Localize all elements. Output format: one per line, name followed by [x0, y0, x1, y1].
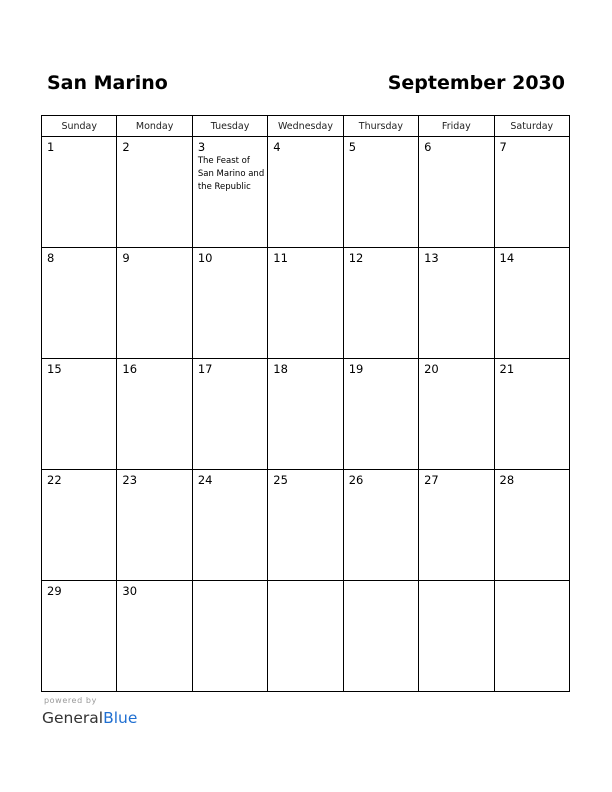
day-number: 14 — [499, 251, 515, 265]
day-cell — [494, 248, 569, 359]
day-cell — [494, 359, 569, 470]
day-cell — [42, 359, 117, 470]
day-number: 8 — [47, 251, 55, 265]
day-cell — [117, 470, 192, 581]
week-row — [42, 137, 570, 248]
holiday-label — [344, 154, 418, 155]
day-cell — [343, 581, 418, 692]
day-number: 10 — [197, 251, 213, 265]
holiday-label — [117, 376, 191, 377]
day-cell — [192, 248, 267, 359]
day-cell — [42, 137, 117, 248]
weekday-header-row — [42, 116, 570, 137]
holiday-label — [268, 154, 342, 155]
weekday-header-tuesday: Tuesday — [192, 116, 267, 137]
day-cell — [192, 581, 267, 692]
holiday-label — [344, 376, 418, 377]
day-cell — [419, 581, 494, 692]
day-number: 23 — [122, 473, 138, 487]
week-row — [42, 248, 570, 359]
day-number: 5 — [348, 140, 357, 154]
holiday-label — [117, 487, 191, 488]
holiday-label — [42, 265, 116, 266]
logo-text-blue: Blue — [103, 709, 138, 727]
day-number: 20 — [424, 362, 439, 376]
holiday-label — [42, 598, 116, 599]
week-row — [42, 359, 570, 470]
day-cell — [343, 137, 418, 248]
week-row — [42, 581, 570, 692]
day-cell — [268, 581, 343, 692]
day-cell — [419, 470, 494, 581]
month-year-title: September 2030 — [387, 72, 565, 94]
holiday-label — [419, 487, 493, 488]
day-number: 21 — [499, 362, 515, 376]
day-cell — [268, 470, 343, 581]
holiday-label — [495, 265, 569, 266]
weekday-header-friday: Friday — [419, 116, 494, 137]
day-cell — [268, 359, 343, 470]
day-number: 19 — [348, 362, 364, 376]
day-number: 26 — [348, 473, 364, 487]
holiday-label — [42, 154, 116, 155]
country-title: San Marino — [47, 72, 168, 94]
day-number: 18 — [273, 362, 288, 376]
holiday-label — [344, 487, 418, 488]
holiday-label — [495, 376, 569, 377]
day-cell — [192, 470, 267, 581]
holiday-label — [42, 487, 116, 488]
holiday-label — [193, 376, 267, 377]
holiday-label — [344, 265, 418, 266]
day-number: 17 — [197, 362, 213, 376]
day-cell — [117, 248, 192, 359]
day-number: 6 — [424, 140, 432, 154]
day-number: 27 — [424, 473, 439, 487]
day-number: 12 — [348, 251, 364, 265]
holiday-label — [117, 598, 191, 599]
holiday-label — [193, 487, 267, 488]
day-cell — [419, 359, 494, 470]
day-number: 15 — [47, 362, 62, 376]
holiday-label — [419, 376, 493, 377]
weekday-header-wednesday: Wednesday — [268, 116, 343, 137]
day-cell — [343, 248, 418, 359]
powered-by-text: powered by — [44, 696, 97, 705]
weekday-header-thursday: Thursday — [343, 116, 418, 137]
logo-text-general: General — [42, 709, 104, 727]
day-cell — [42, 470, 117, 581]
weekday-header-saturday: Saturday — [494, 116, 569, 137]
weekday-header-monday: Monday — [117, 116, 192, 137]
holiday-label — [117, 154, 191, 155]
holiday-label — [495, 487, 569, 488]
day-cell — [494, 137, 569, 248]
weekday-header-sunday: Sunday — [42, 116, 117, 137]
day-cell — [117, 581, 192, 692]
day-cell — [42, 581, 117, 692]
day-cell — [268, 248, 343, 359]
day-number: 11 — [273, 251, 288, 265]
holiday-label — [193, 584, 267, 585]
day-cell — [343, 359, 418, 470]
day-cell — [117, 137, 192, 248]
day-cell — [494, 581, 569, 692]
holiday-label — [344, 584, 418, 585]
holiday-label — [193, 265, 267, 266]
day-number: 16 — [122, 362, 138, 376]
footer-branding — [42, 696, 137, 728]
holiday-label — [268, 487, 342, 488]
day-number: 3 — [197, 140, 206, 154]
holiday-label — [117, 265, 191, 266]
day-cell — [343, 470, 418, 581]
day-number: 25 — [273, 473, 288, 487]
day-cell — [494, 470, 569, 581]
day-number: 2 — [122, 140, 130, 154]
day-cell — [268, 137, 343, 248]
calendar-grid — [41, 115, 570, 692]
day-number: 7 — [499, 140, 507, 154]
holiday-label — [419, 584, 493, 585]
day-cell — [192, 359, 267, 470]
holiday-label — [419, 154, 493, 155]
day-cell — [419, 137, 494, 248]
day-number: 28 — [499, 473, 515, 487]
day-number: 30 — [122, 584, 138, 598]
day-number: 29 — [47, 584, 62, 598]
holiday-label — [268, 584, 342, 585]
holiday-label — [268, 376, 342, 377]
day-number: 9 — [122, 251, 130, 265]
day-number: 24 — [197, 473, 213, 487]
holiday-label — [495, 584, 569, 585]
holiday-label — [419, 265, 493, 266]
day-number: 4 — [273, 140, 281, 154]
holiday-label — [42, 376, 116, 377]
day-cell — [42, 248, 117, 359]
holiday-label — [268, 265, 342, 266]
day-cell — [192, 137, 267, 248]
week-row — [42, 470, 570, 581]
day-cell — [419, 248, 494, 359]
day-number: 22 — [47, 473, 62, 487]
holiday-label — [495, 154, 569, 155]
holiday-label: The Feast of San Marino and the Republic — [197, 156, 265, 192]
day-number: 13 — [424, 251, 439, 265]
day-cell — [117, 359, 192, 470]
generalblue-logo[interactable] — [42, 708, 137, 728]
day-number: 1 — [47, 140, 55, 154]
